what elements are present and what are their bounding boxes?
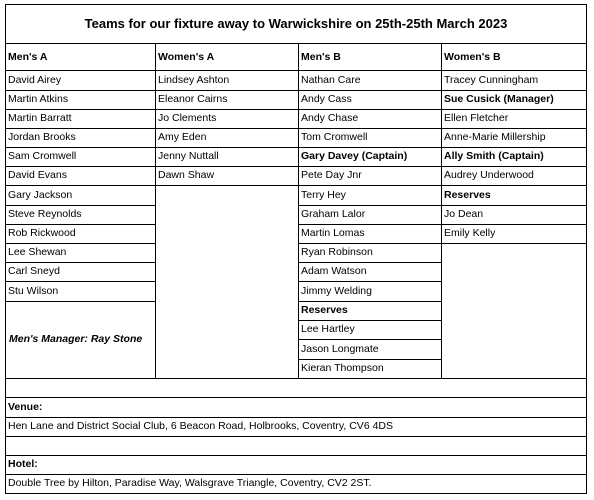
mens-b-reserves-heading: Reserves — [301, 304, 348, 316]
womens-b-player: Tracey Cunningham — [444, 74, 539, 86]
mens-a-player: Carl Sneyd — [8, 265, 60, 277]
womens-a-player: Lindsey Ashton — [158, 74, 230, 86]
mens-b-player: Martin Lomas — [301, 227, 365, 239]
mens-b-player: Terry Hey — [301, 189, 346, 201]
womens-a-player: Dawn Shaw — [158, 169, 215, 181]
mens-b-player: Jimmy Welding — [301, 285, 372, 297]
mens-b-reserve: Lee Hartley — [301, 323, 355, 335]
column-divider — [441, 43, 442, 378]
venue-address: Hen Lane and District Social Club, 6 Beacon Road, Holbrooks, Coventry, CV6 4DS — [8, 420, 393, 432]
mens-b-reserve: Jason Longmate — [301, 343, 379, 355]
header-womens-b: Women's B — [444, 51, 501, 63]
mens-b-player: Nathan Care — [301, 74, 361, 86]
mens-b-captain: Gary Davey (Captain) — [301, 150, 408, 162]
mens-a-player: Stu Wilson — [8, 285, 59, 297]
womens-a-player: Eleanor Cairns — [158, 93, 228, 105]
mens-b-player: Ryan Robinson — [301, 246, 373, 258]
hotel-label: Hotel: — [8, 458, 38, 470]
womens-b-player: Audrey Underwood — [444, 169, 534, 181]
team-sheet — [5, 4, 587, 494]
mens-b-player: Graham Lalor — [301, 208, 366, 220]
mens-manager: Men's Manager: Ray Stone — [9, 333, 143, 345]
mens-a-player: David Airey — [8, 74, 62, 86]
womens-b-player: Anne-Marie Millership — [444, 131, 546, 143]
womens-b-reserves-heading: Reserves — [444, 189, 491, 201]
column-divider — [298, 43, 299, 378]
mens-a-player: Martin Barratt — [8, 112, 72, 124]
womens-b-player: Ellen Fletcher — [444, 112, 509, 124]
row-line — [155, 185, 298, 186]
divider — [5, 43, 587, 44]
womens-a-player: Amy Eden — [158, 131, 207, 143]
divider — [5, 397, 587, 398]
mens-b-player: Andy Cass — [301, 93, 352, 105]
hotel-address: Double Tree by Hilton, Paradise Way, Walsgrave Triangle, Coventry, CV2 2ST. — [8, 477, 372, 489]
row-line — [5, 301, 155, 302]
mens-a-player: Sam Cromwell — [8, 150, 77, 162]
mens-b-player: Pete Day Jnr — [301, 169, 362, 181]
mens-b-player: Tom Cromwell — [301, 131, 368, 143]
mens-a-player: Gary Jackson — [8, 189, 73, 201]
mens-a-player: Rob Rickwood — [8, 227, 76, 239]
womens-a-player: Jenny Nuttall — [158, 150, 219, 162]
womens-b-reserve: Jo Dean — [444, 208, 484, 220]
divider — [5, 378, 587, 379]
mens-b-player: Andy Chase — [301, 112, 359, 124]
header-mens-a: Men's A — [8, 51, 48, 63]
mens-a-player: Steve Reynolds — [8, 208, 82, 220]
mens-a-player: Lee Shewan — [8, 246, 67, 258]
row-line — [441, 243, 587, 244]
divider — [5, 436, 587, 437]
header-womens-a: Women's A — [158, 51, 215, 63]
mens-a-player: David Evans — [8, 169, 67, 181]
mens-b-player: Adam Watson — [301, 265, 367, 277]
womens-b-captain: Ally Smith (Captain) — [444, 150, 544, 162]
mens-a-player: Martin Atkins — [8, 93, 69, 105]
column-divider — [155, 43, 156, 378]
venue-label: Venue: — [8, 401, 43, 413]
mens-b-reserve: Kieran Thompson — [301, 362, 384, 374]
womens-b-reserve: Emily Kelly — [444, 227, 496, 239]
divider — [5, 455, 587, 456]
womens-a-player: Jo Clements — [158, 112, 217, 124]
mens-a-player: Jordan Brooks — [8, 131, 76, 143]
sheet-title: Teams for our fixture away to Warwickshire on 25th-25th March 2023 — [84, 16, 508, 31]
womens-b-manager: Sue Cusick (Manager) — [444, 93, 554, 105]
header-mens-b: Men's B — [301, 51, 341, 63]
